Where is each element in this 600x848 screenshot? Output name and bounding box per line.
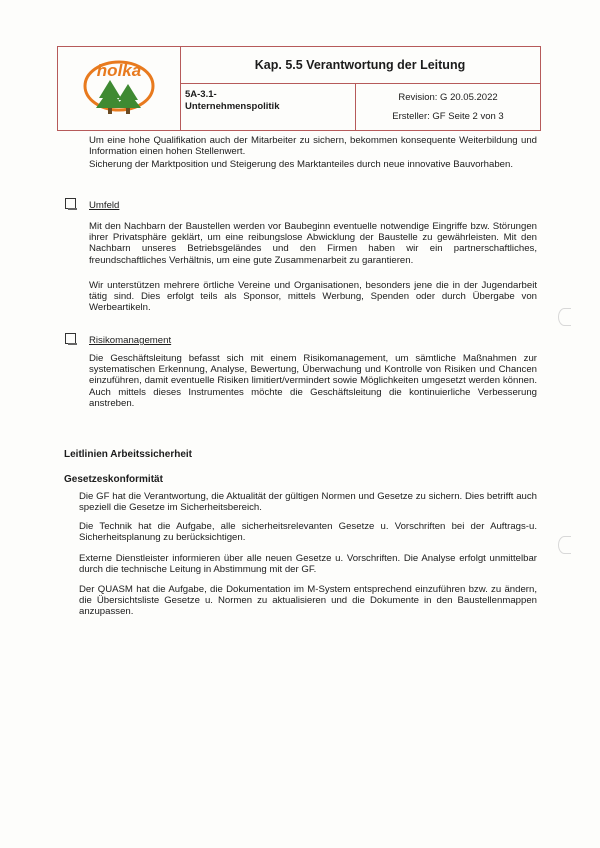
gesetze-paragraph-2: Die Technik hat die Aufgabe, alle sicherheitsrelevanten Gesetze u. Vorschriften bei der Auftrags-u. Sicherheitsplanung zu berücksichtigen.: [79, 521, 537, 544]
intro-paragraph-1: Um eine hohe Qualifikation auch der Mitarbeiter zu sichern, bekommen konsequente Weiterbildung und Information einen hohen Stellenwert.: [89, 135, 537, 158]
section-name: Unternehmenspolitik: [185, 101, 280, 112]
umfeld-heading: Umfeld: [89, 200, 120, 211]
creator-text: Ersteller: GF Seite 2 von 3: [392, 111, 504, 122]
punch-hole-mark: [558, 308, 571, 326]
document-header: [57, 46, 541, 131]
gesetze-paragraph-3: Externe Dienstleister informieren über alle neuen Gesetze u. Vorschriften. Die Analyse erfolgt unmittelbar durch die technische Leitung in Abstimmung mit der GF.: [79, 553, 537, 576]
revision-text: Revision: G 20.05.2022: [398, 92, 498, 103]
revision-info: [356, 83, 540, 130]
umfeld-paragraph-2: Wir unterstützen mehrere örtliche Vereine und Organisationen, besonders jene die in der Jugendarbeit tätig sind. Dies erfolgt teils als Sponsor, mittels Werbung, Spenden oder durch Übergabe von Werbeartikeln.: [89, 280, 537, 314]
section-id: [180, 83, 356, 130]
gesetze-paragraph-1: Die GF hat die Verantwortung, die Aktualität der gültigen Normen und Gesetze zu sichern. Dies betrifft auch speziell die Gesetze im Sicherheitsbereich.: [79, 491, 537, 514]
gesetze-paragraph-4: Der QUASM hat die Aufgabe, die Dokumentation im M-System entsprechend einzuführen bzw. zu ändern, die Übersichtsliste Gesetze u. Normen zu aktualisieren und die Dokumente in den Baustellenmappen anzupassen.: [79, 584, 537, 618]
logo-wordmark: holka: [96, 61, 142, 80]
risiko-checkbox: [65, 333, 76, 344]
logo-cell: [58, 47, 181, 130]
holka-logo: [82, 58, 156, 118]
document-title: Kap. 5.5 Verantwortung der Leitung: [180, 47, 540, 84]
risiko-paragraph: Die Geschäftsleitung befasst sich mit einem Risikomanagement, um sämtliche Maßnahmen zur systematischen Erkennung, Analyse, Bewertung, Überwachung und Kontrolle von Risiken und Chancen einzuführen, damit eventuelle Risiken limitiert/vermindert sowie Möglichkeiten umgesetzt werden können. Auch mittels dieses Instrumentes möchte die Geschäftsleitung die kontinuierliche Verbesserung anstreben.: [89, 353, 537, 409]
punch-hole-mark: [558, 536, 571, 554]
arbeitssicherheit-heading: Leitlinien Arbeitssicherheit: [64, 449, 192, 460]
risiko-heading: Risikomanagement: [89, 335, 172, 346]
umfeld-paragraph-1: Mit den Nachbarn der Baustellen werden vor Baubeginn eventuelle notwendige Eingriffe bzw. Störungen ihrer Privatsphäre geklärt, um eine reibungslose Abwicklung der Baustelle zu gewährleisten. Mit den Nachbarn unseres Betriebsgeländes und den Firmen haben wir ein partnerschaftliches, freundschaftliches Verhältnis, um eine gute Zusammenarbeit zu garantieren.: [89, 221, 537, 266]
umfeld-checkbox: [65, 198, 76, 209]
intro-paragraph-2: Sicherung der Marktposition und Steigerung des Marktanteiles durch neue innovative Bauvorhaben.: [89, 159, 513, 170]
gesetzeskonformitaet-heading: Gesetzeskonformität: [64, 474, 163, 485]
section-code: 5A-3.1-: [185, 89, 217, 100]
